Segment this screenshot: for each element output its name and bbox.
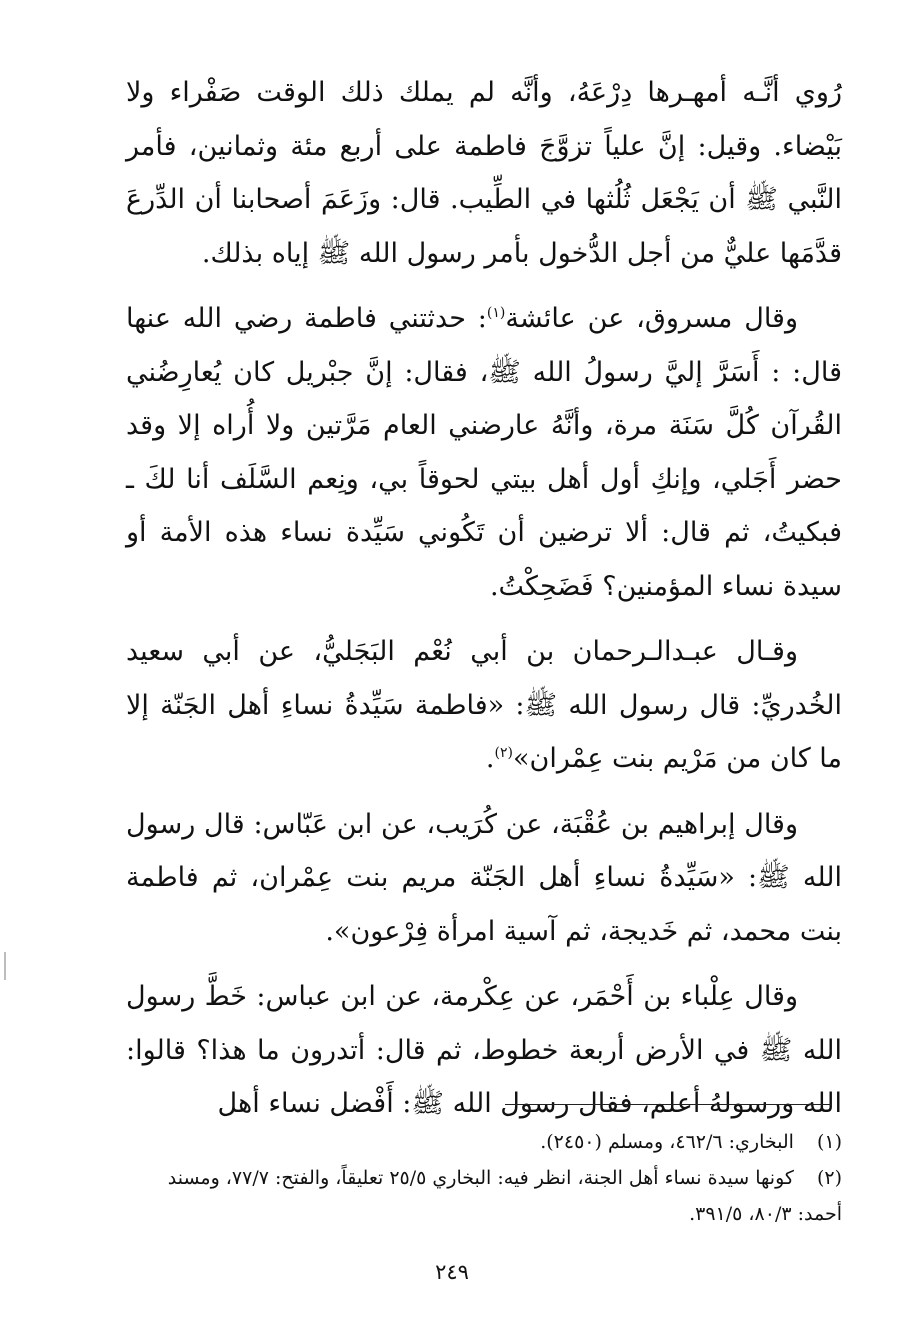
- paragraph: [126, 625, 842, 786]
- margin-mark: [4, 952, 6, 980]
- paragraph-text: .: [485, 743, 495, 774]
- footnotes: [126, 1124, 842, 1232]
- footnote: [126, 1124, 842, 1160]
- footnote-reference: (٢): [494, 745, 513, 761]
- footnote: [126, 1160, 842, 1232]
- footnote-number: (١): [816, 1131, 842, 1153]
- paragraph-text: وقال إبراهيم بن عُقْبَة، عن كُرَيب، عن ابن عَبّاس: قال رسول الله ﷺ: «سَيِّدةُ نساءِ أهل الجَنّة مريم بنت عِمْران، ثم فاطمة بنت محمد، ثم خَديجة، ثم آسية امرأة فِرْعون».: [126, 808, 842, 947]
- paragraph-text: : حدثتني فاطمة رضي الله عنها قال: : أَسَرَّ إليَّ رسولُ الله ﷺ، فقال: إنَّ جبْريل كان يُعارِضُني القُرآن كُلَّ سَنَة مرة، وأنَّهُ عارضني العام مَرَّتين ولا أُراه إلا وقد حضر أَجَلي، وإنكِ أول أهل بيتي لحوقاً بي، ونِعم السَّلَف أنا لكَ ـ فبكيتُ، ثم قال: ألا ترضين أن تَكُوني سَيِّدة نساء هذه الأمة أو سيدة نساء المؤمنين؟ فَضَحِكْتُ.: [126, 303, 842, 602]
- page-number: ٢٤٩: [435, 1260, 469, 1284]
- footnote-text: البخاري: ٤٦٢/٦، ومسلم (٢٤٥٠).: [540, 1131, 794, 1153]
- paragraph: [126, 66, 842, 280]
- paragraph-text: وقال مسروق، عن عائشة: [505, 303, 798, 334]
- paragraph: [126, 970, 842, 1131]
- paragraph: [126, 798, 842, 959]
- paragraph-text: وقـال عبـدالـرحمان بن أبي نُعْم البَجَليُّ، عن أبي سعيد الخُدريِّ: قال رسول الله ﷺ: «فاطمة سَيِّدةُ نساءِ أهل الجَنّة إلا ما كان من مَرْيم بنت عِمْران»: [126, 636, 842, 774]
- footnote-reference: (١): [486, 305, 506, 321]
- footnote-text: كونها سيدة نساء أهل الجنة، انظر فيه: البخاري ٢٥/٥ تعليقاً، والفتح: ٧٧/٧، ومسند أحمد: ٨٠/٣، ٣٩١/٥.: [167, 1167, 842, 1225]
- paragraph: [126, 292, 842, 613]
- main-text: [126, 66, 842, 1131]
- paragraph-text: وقال عِلْباء بن أَحْمَر، عن عِكْرمة، عن ابن عباس: خَطَّ رسول الله ﷺ في الأرض أربعة خطوط، ثم قال: أتدرون ما هذا؟ قالوا: الله ورسولهُ أعلم، فقال رسول الله ﷺ: أَفْضل نساء أهل: [126, 981, 842, 1119]
- footnote-separator: [505, 1104, 831, 1105]
- paragraph-text: رُوي أنَّـه أمهـرها دِرْعَهُ، وأنَّه لم يملك ذلك الوقت صَفْراء ولا بَيْضاء. وقيل: إنَّ علياً تزوَّجَ فاطمة على أربع مئة وثمانين، فأمر النَّبي ﷺ أن يَجْعَل ثُلُثها في الطِّيب. قال: وزَعَمَ أصحابنا أن الدِّرعَ قدَّمَها عليٌّ من أجل الدُّخول بأمر رسول الله ﷺ إياه بذلك.: [126, 77, 842, 269]
- footnote-number: (٢): [816, 1167, 842, 1189]
